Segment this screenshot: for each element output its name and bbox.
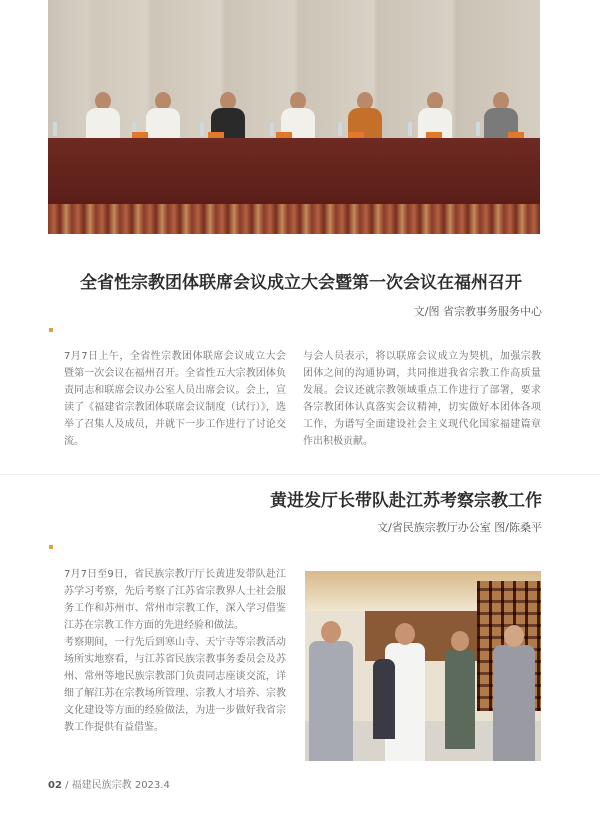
article2-paragraph: 考察期间，一行先后到寒山寺、天宁寺等宗教活动场所实地察看，与江苏省民族宗教事务委员会及苏州、常州等地民族宗教部门负责同志座谈交流，详细了解江苏在宗教场所管理、宗教人才培养、宗教文化建设等方面的经验做法，为进一步做好我省宗教工作提供有益借鉴。 — [64, 637, 286, 733]
page-footer — [48, 776, 170, 791]
section-divider — [0, 474, 600, 475]
visitor-figure — [373, 659, 395, 739]
attendee-figure — [86, 92, 120, 138]
article1-paragraph: 7月7日上午，全省性宗教团体联席会议成立大会暨第一次会议在福州召开。全省性五大宗教团体负责同志和联席会议办公室人员出席会议。会上，宣读了《福建省宗教团体联席会议制度（试行）》，选举了召集人及成员，并就下一步工作进行了讨论交流。 — [64, 351, 286, 447]
article1-paragraph: 与会人员表示，将以联席会议成立为契机，加强宗教团体之间的沟通协调，共同推进我省宗教工作高质量发展。会议还就宗教领域重点工作进行了部署，要求各宗教团体认真落实会议精神，切实做好本团体各项工作，为谱写全面建设社会主义现代化国家福建篇章作出积极贡献。 — [303, 351, 541, 447]
visitor-figure — [309, 641, 353, 761]
attendee-figure — [146, 92, 180, 138]
article2-paragraph: 7月7日至9日，省民族宗教厅厅长黄进发带队赴江苏学习考察，先后考察了江苏省宗教界人士社会服务工作和苏州市、常州市宗教工作，深入学习借鉴江苏在宗教工作方面的先进经验和做法。 — [64, 569, 286, 631]
article1-column-right — [303, 348, 541, 450]
article1-title: 全省性宗教团体联席会议成立大会暨第一次会议在福州召开 — [80, 273, 522, 293]
section-marker — [49, 545, 53, 549]
inspection-photo — [305, 571, 541, 761]
publication-name: / 福建民族宗教 2023.4 — [65, 780, 170, 791]
section-marker — [49, 328, 53, 332]
article2-title: 黄进发厅长带队赴江苏考察宗教工作 — [270, 491, 542, 511]
carpet — [48, 204, 540, 234]
article2-byline: 文/省民族宗教厅办公室 图/陈桑平 — [377, 521, 542, 534]
visitor-figure — [445, 649, 475, 749]
monk-figure — [493, 645, 535, 761]
meeting-photo — [48, 0, 540, 234]
page-number: 02 — [48, 780, 62, 791]
article2-column-left — [64, 566, 286, 736]
article1-byline: 文/图 省宗教事务服务中心 — [413, 305, 542, 318]
article1-column-left — [64, 348, 286, 450]
conference-table — [48, 138, 540, 204]
